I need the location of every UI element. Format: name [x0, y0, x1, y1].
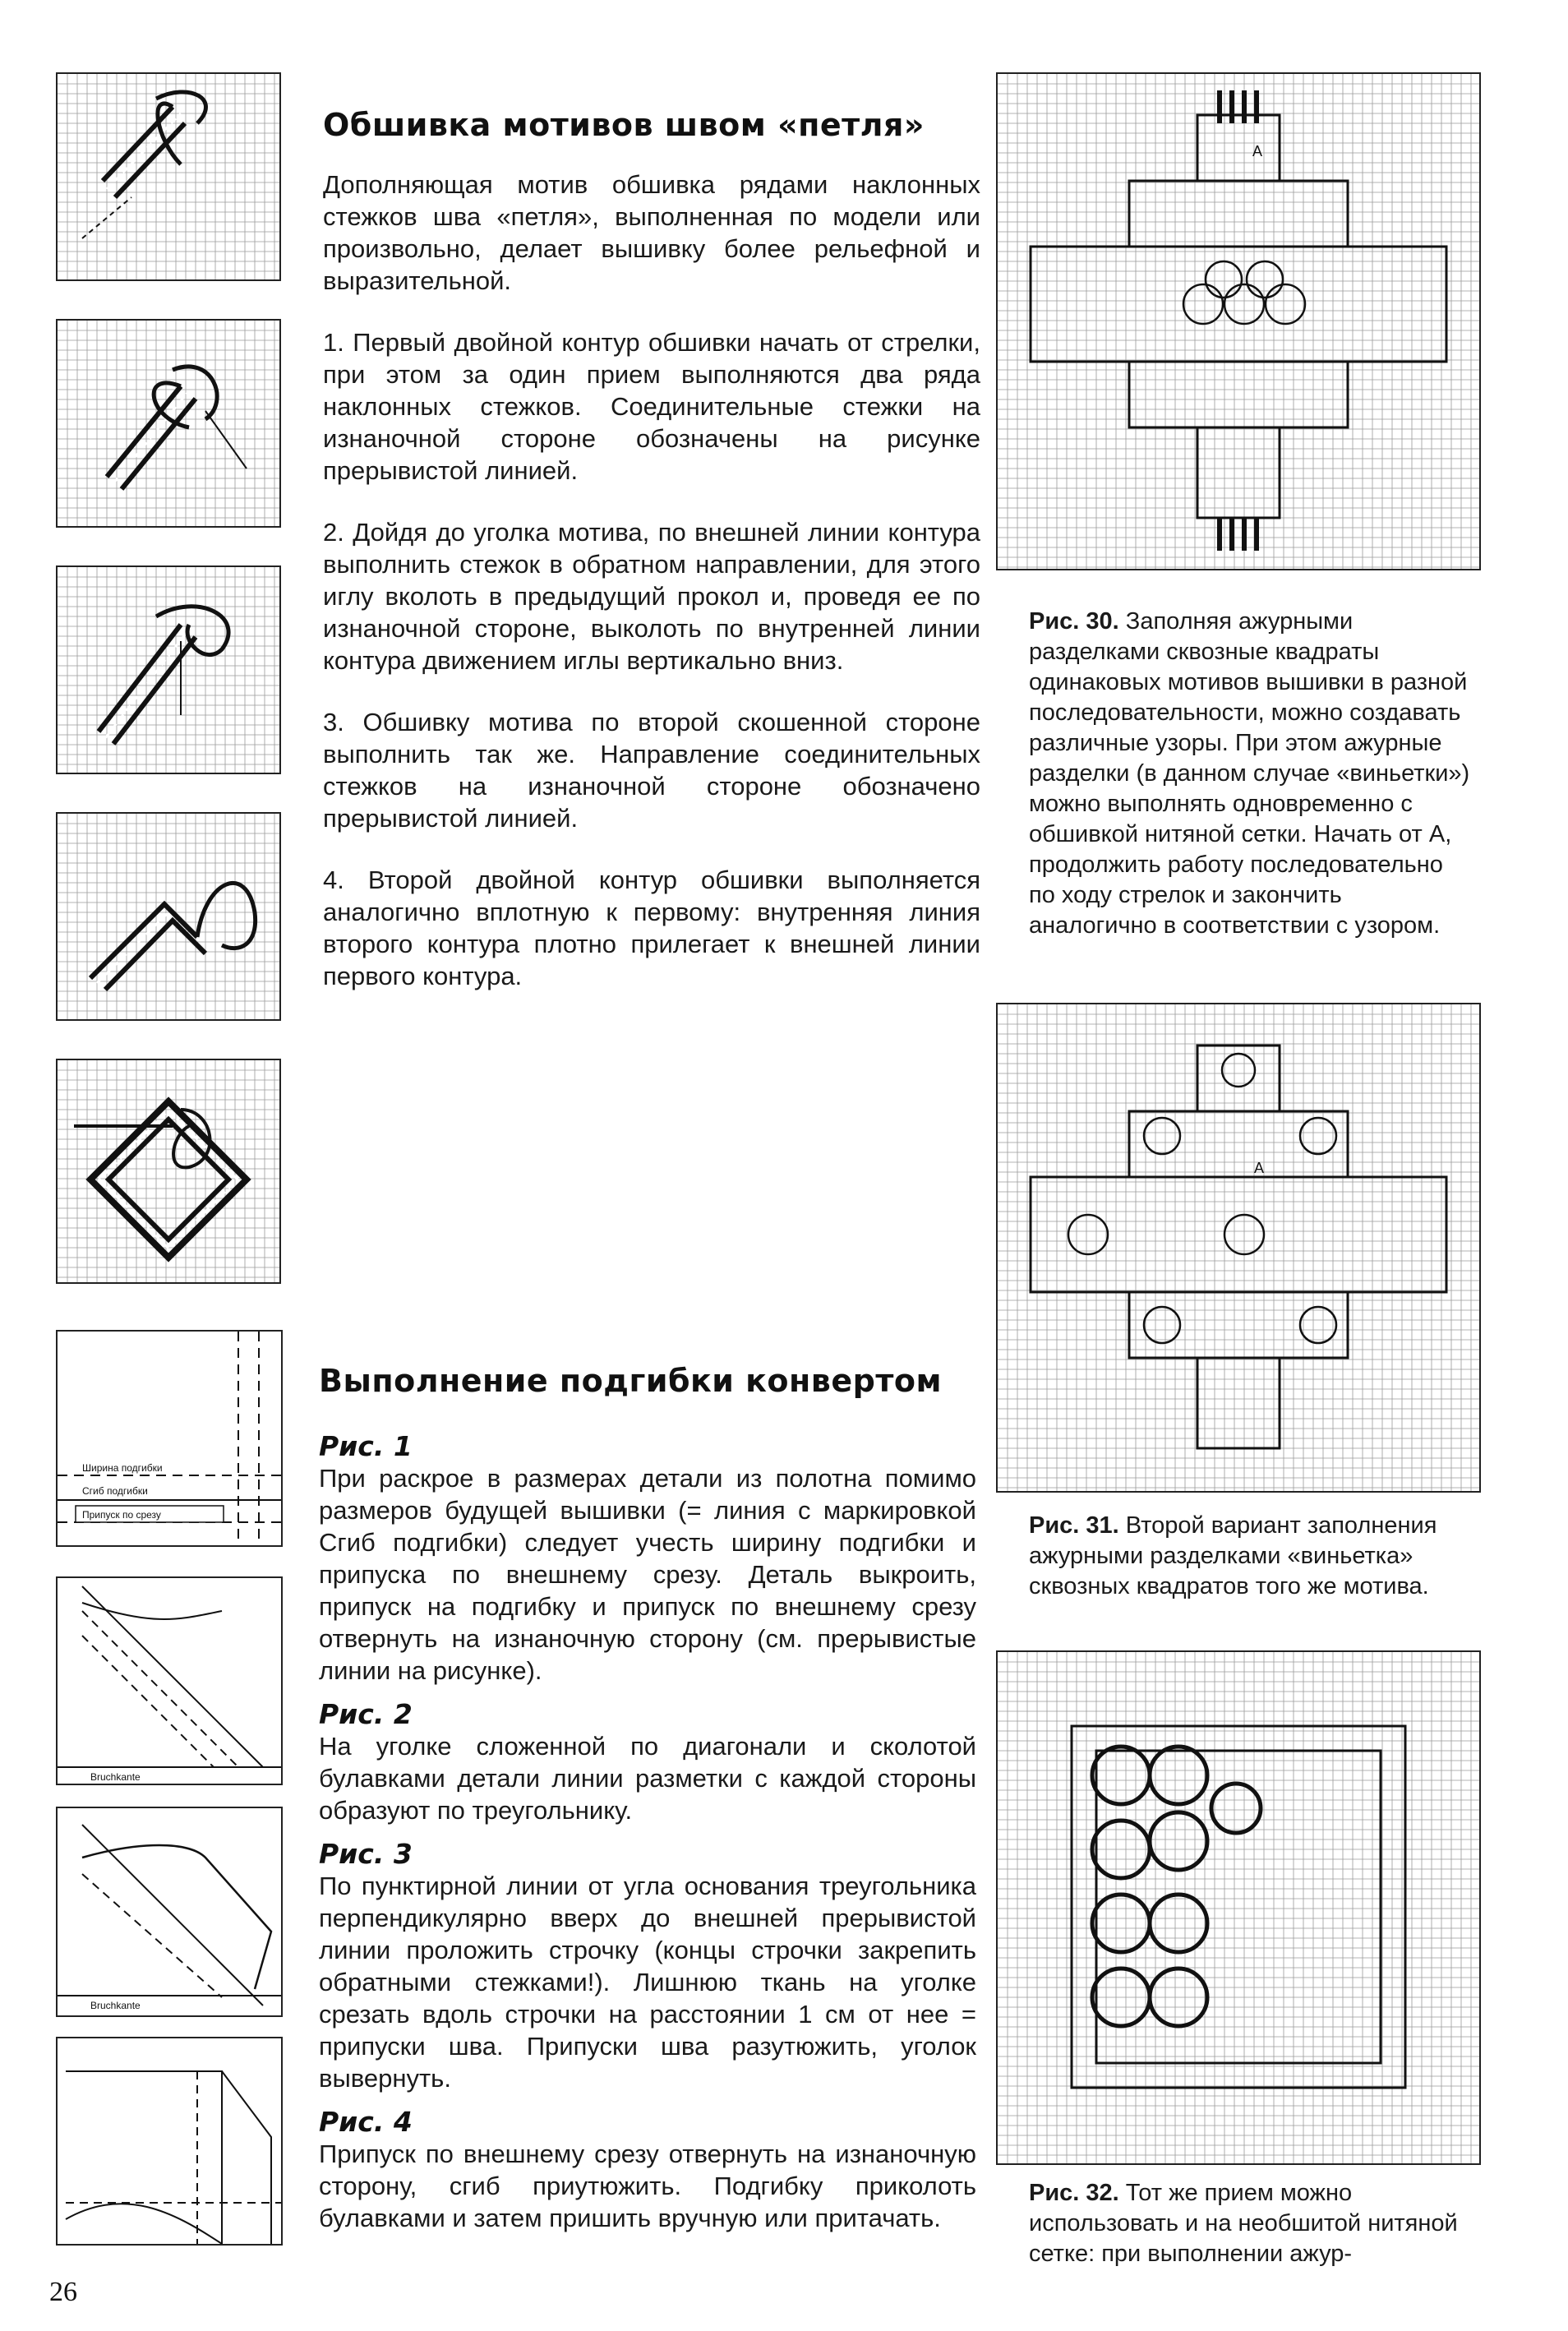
stitch-diagram-2 [56, 319, 281, 528]
fig32-text: Тот же прием можно использовать и на необшитой нитяной сетке: при выполнении ажур- [1029, 2180, 1458, 2267]
label-fold-width: Ширина подгибки [82, 1462, 163, 1474]
figure-31 [996, 1003, 1481, 1493]
fig30-label-a: A [1252, 143, 1263, 159]
grid-lines [58, 814, 279, 1019]
grid-lines [58, 321, 279, 526]
stitch-diagram-4 [56, 812, 281, 1021]
embroidery-grid [998, 1652, 1479, 2163]
label-fold-line: Сгиб подгибки [82, 1485, 148, 1497]
stitch-grid [58, 1060, 279, 1282]
sub-ris-3: Рис. 3 [319, 1838, 413, 1870]
stitch-diagram-5 [56, 1059, 281, 1284]
stitch-grid [58, 567, 279, 773]
section1-paragraph-step3: 3. Обшивку мотива по второй скошенной стороне выполнить так же. Направление соединительных стежков на изнаночной стороне обозначено прерывистой линией. [323, 708, 980, 833]
label-bruchkante-2: Bruchkante [90, 1771, 141, 1783]
text-ris-1: При раскрое в размерах детали из полотна помимо размеров будущей вышивки (= линия с маркировкой Сгиб подгибки) следует учесть ширину подгибки и припуска по внешнему срезу. Деталь выкроить, припуск на подгибку и припуск по внешнему срезу отвернуть на изнаночную сторону (см. прерывистые линии на рисунке). [319, 1464, 976, 1685]
hem-diagram-1 [56, 1330, 283, 1547]
section2-body [319, 1430, 976, 2234]
stitch-grid [58, 74, 279, 279]
section1-paragraph-step2: 2. Дойдя до уголка мотива, по внешней линии контура выполнить стежок в обратном направлении, для этого иглу вколоть в предыдущий прокол и, проведя ее по изнаночной стороне, выколоть по внутренней линии контура движением иглы вертикально вниз. [323, 518, 980, 675]
section1-title: Обшивка мотивов швом «петля» [323, 107, 925, 143]
fig31-vignettes [1068, 1054, 1336, 1343]
figure-30-caption [1029, 607, 1473, 941]
grid-lines [998, 74, 1479, 569]
embroidery-grid [998, 74, 1479, 569]
grid-lines [998, 1004, 1479, 1491]
fig30-motif [1031, 115, 1446, 518]
fig31-label-a: A [1254, 1160, 1265, 1176]
stitch-diagram-1 [56, 72, 281, 281]
figure-31-caption [1029, 1511, 1473, 1602]
section1-body [323, 168, 980, 992]
sub-ris-2: Рис. 2 [319, 1698, 413, 1730]
sub-ris-4: Рис. 4 [319, 2106, 413, 2138]
fig31-motif [1031, 1045, 1446, 1448]
fig30-number: Рис. 30. [1029, 608, 1119, 635]
fig30-text: Заполняя ажурными разделками сквозные квадраты одинаковых мотивов вышивки в разной последовательности, можно создавать различные узоры. При этом ажурные разделки (в данном случае «виньетки») можно выполнять одновременно с обшивкой нитяной сетки. Начать от А, продолжить работу последовательно по ходу стрелок и закончить аналогично в соответствии с узором. [1029, 608, 1470, 939]
figure-30 [996, 72, 1481, 570]
fig31-number: Рис. 31. [1029, 1512, 1119, 1539]
sub-ris-1: Рис. 1 [319, 1430, 413, 1462]
figure-32-caption [1029, 2178, 1473, 2269]
text-ris-4: Припуск по внешнему срезу отвернуть на изнаночную сторону, сгиб приутюжить. Подгибку приколоть булавками и затем пришить вручную или притачать. [319, 2139, 976, 2232]
text-ris-2: На уголке сложенной по диагонали и сколотой булавками детали линии разметки с каждой стороны образуют по треугольнику. [319, 1732, 976, 1825]
hem-diagram-4 [56, 2037, 283, 2246]
grid-lines [58, 1060, 279, 1282]
label-edge-allowance: Припуск по срезу [82, 1509, 161, 1521]
page-number: 26 [49, 2277, 77, 2307]
stitch-grid [58, 814, 279, 1019]
stitch-grid [58, 321, 279, 526]
hem-diagram-3 [56, 1807, 283, 2017]
section1-paragraph-step1: 1. Первый двойной контур обшивки начать от стрелки, при этом за один прием выполняются два ряда наклонных стежков. Соединительные стежки на изнаночной стороне обозначены на рисунке прерывистой линией. [323, 328, 980, 485]
hem-diagram-2 [56, 1576, 283, 1785]
text-ris-3: По пунктирной линии от угла основания треугольника перпендикулярно вверх до внешней прерывистой линии проложить строчку (концы строчки закрепить обратными стежками!). Лишнюю ткань на уголке срезать вдоль строчки на расстоянии 1 см от нее = припуски шва. Припуски шва разутюжить, уголок вывернуть. [319, 1872, 976, 2093]
label-bruchkante-3: Bruchkante [90, 2000, 141, 2011]
fig32-number: Рис. 32. [1029, 2180, 1119, 2206]
fig31-text: Второй вариант заполнения ажурными разделками «виньетка» сквозных квадратов того же мотива. [1029, 1512, 1437, 1599]
stitch-diagram-3 [56, 565, 281, 774]
section1-paragraph-intro: Дополняющая мотив обшивка рядами наклонных стежков шва «петля», выполненная по модели или произвольно, делает вышивку более рельефной и выразительной. [323, 170, 980, 295]
embroidery-grid [998, 1004, 1479, 1491]
fig32-vignettes [1092, 1747, 1261, 2026]
figure-32 [996, 1650, 1481, 2165]
section1-paragraph-step4: 4. Второй двойной контур обшивки выполняется аналогично вплотную к первому: внутренняя линия второго контура плотно прилегает к внешней линии первого контура. [323, 865, 980, 990]
section2-title: Выполнение подгибки конвертом [319, 1363, 943, 1399]
